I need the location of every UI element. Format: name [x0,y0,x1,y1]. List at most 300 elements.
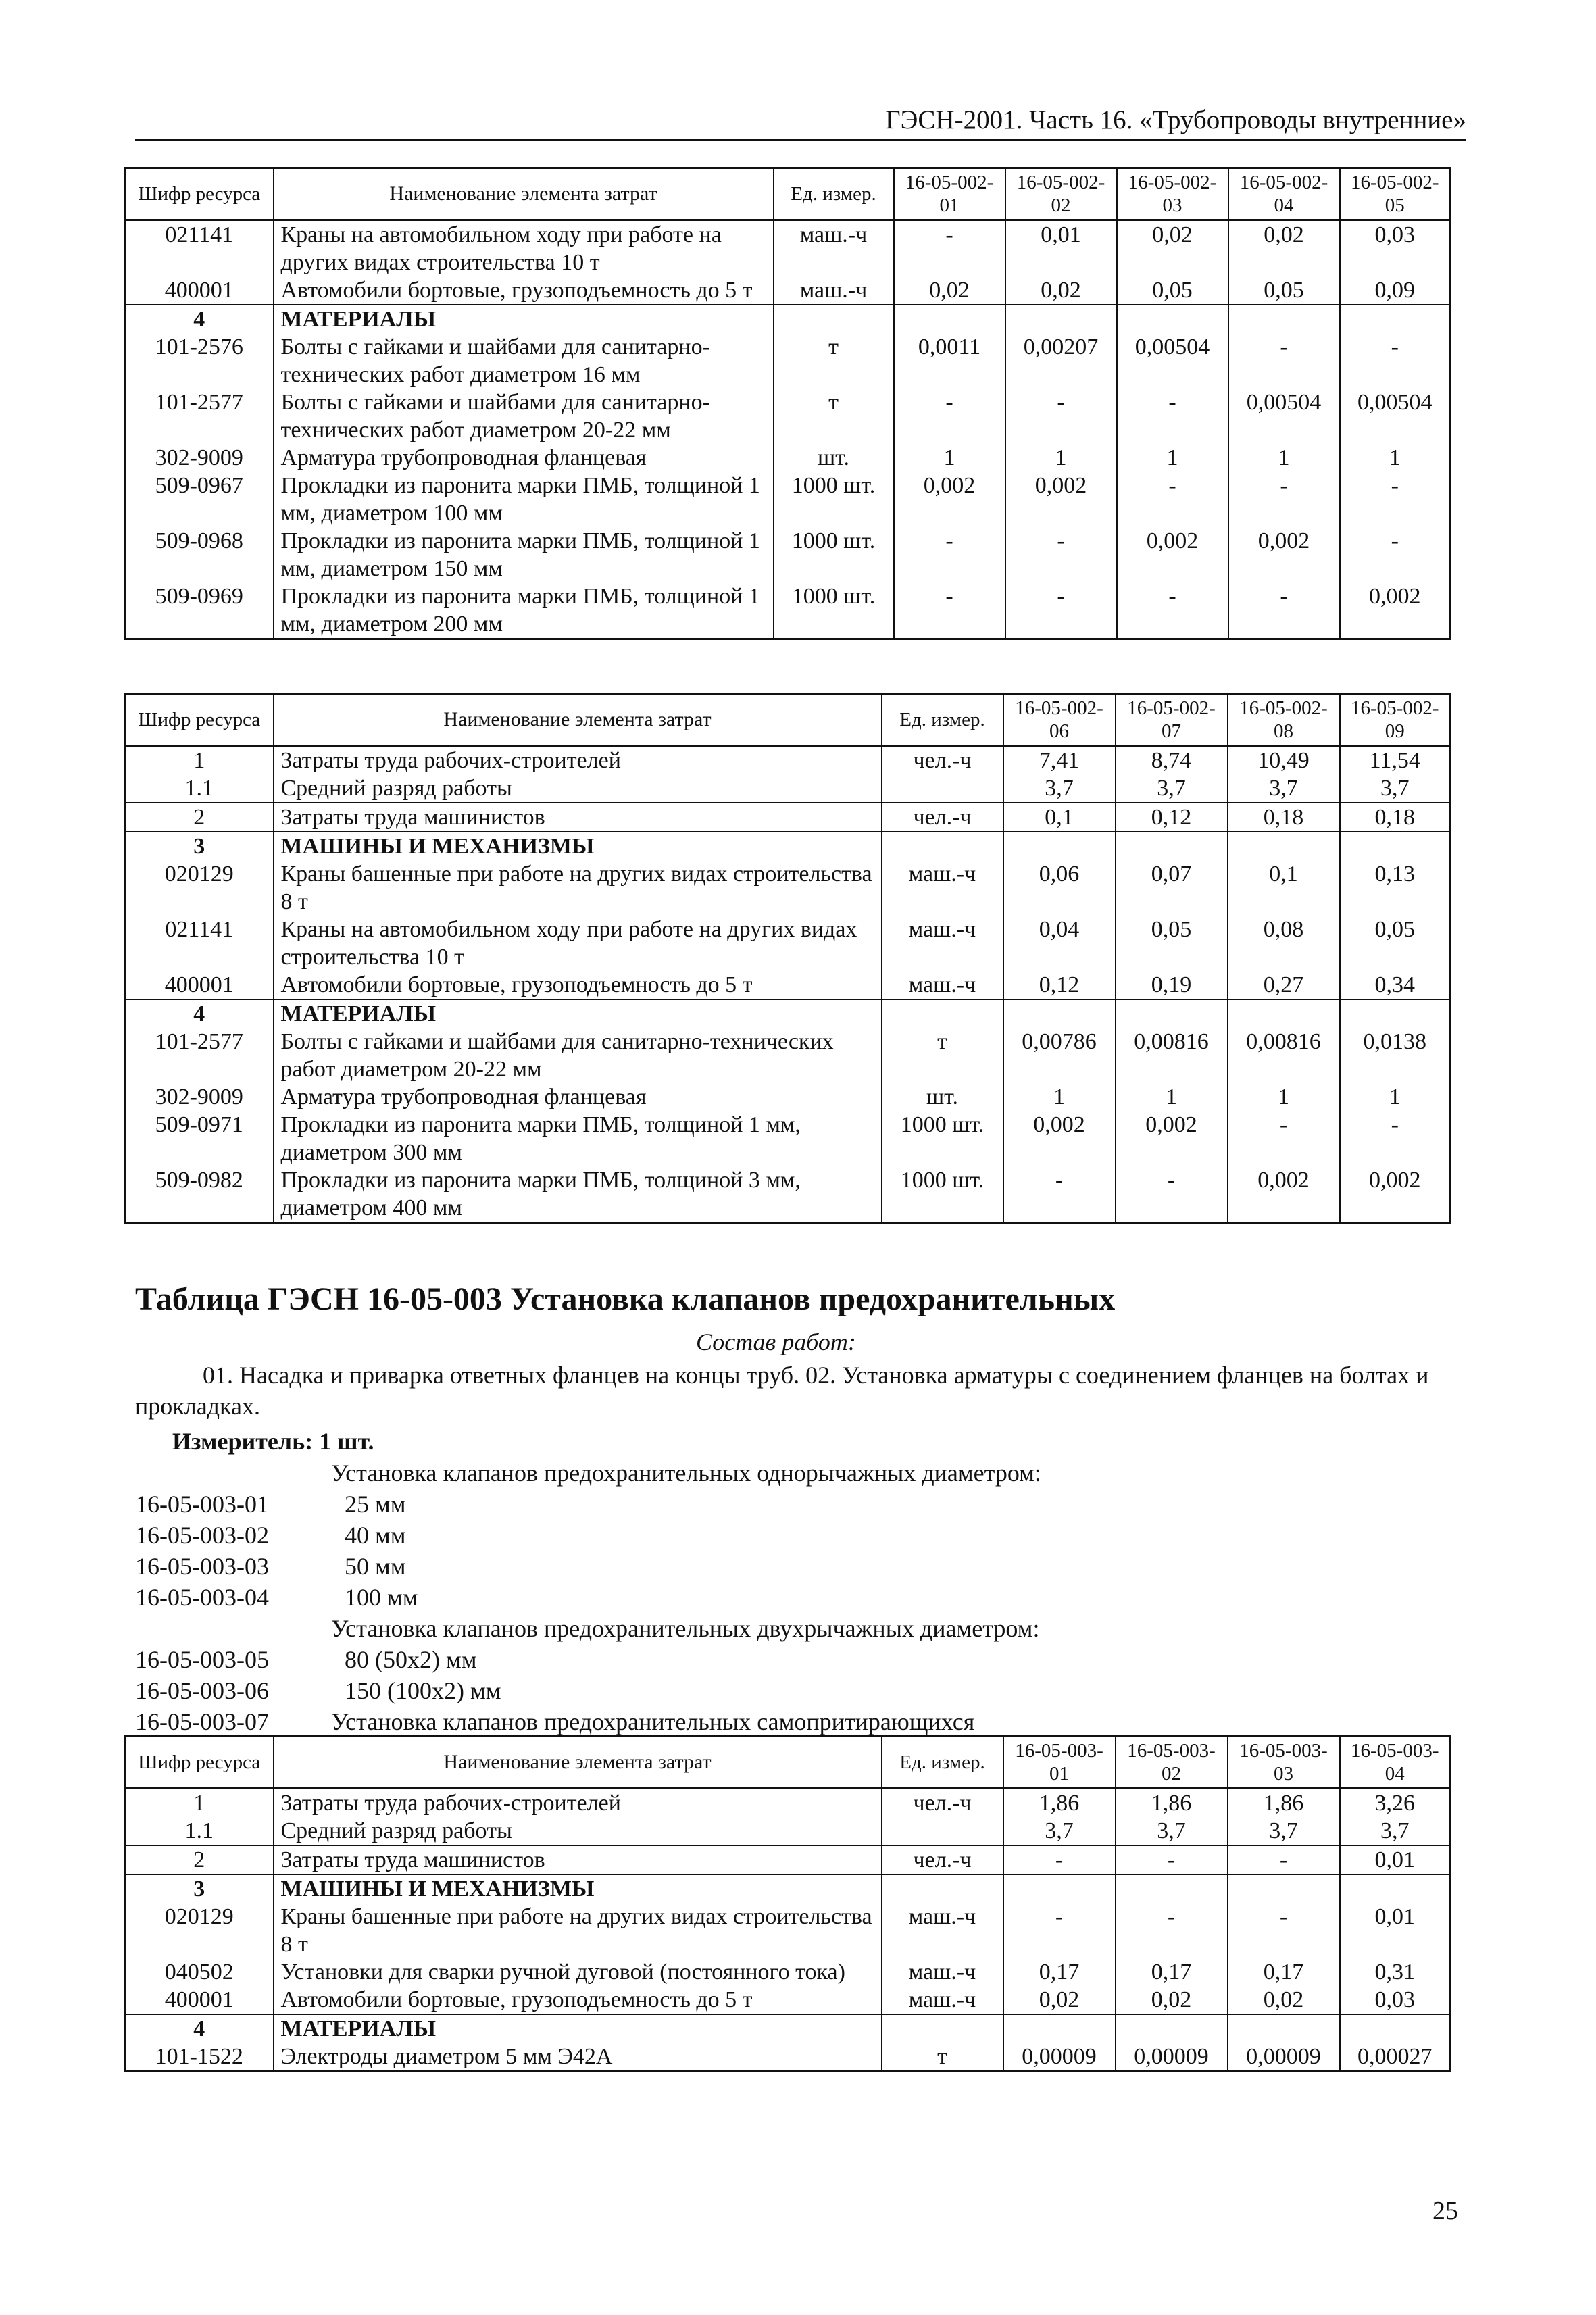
unit-cell: маш.-ч [882,916,1003,971]
resource-code: 3 [125,1874,274,1903]
value-cell: 0,17 [1003,1958,1116,1986]
value-cell: - [1116,1903,1228,1958]
column-header: 16-05-002-01 [894,168,1005,220]
section-title: Таблица ГЭСН 16-05-003 Установка клапанов предохранительных [135,1281,1116,1317]
value-cell: 0,03 [1340,220,1451,277]
column-header: 16-05-002-07 [1116,694,1228,746]
cost-element-name: Затраты труда рабочих-строителей [274,746,882,775]
value-cell: 0,00816 [1228,1028,1340,1083]
column-header: 16-05-002-04 [1228,168,1340,220]
norm-code: 16-05-003-01 [135,1491,269,1518]
unit-cell [882,1874,1003,1903]
value-cell: 0,02 [894,276,1005,305]
value-cell: 0,01 [1340,1903,1451,1958]
value-cell: - [1005,389,1117,444]
value-cell: 0,02 [1228,220,1340,277]
resource-code: 021141 [125,916,274,971]
unit-cell: 1000 шт. [774,582,894,639]
value-cell: 0,02 [1005,276,1117,305]
value-cell [1340,832,1451,860]
cost-element-name: МАТЕРИАЛЫ [274,999,882,1028]
value-cell: - [1228,1111,1340,1166]
value-cell: 10,49 [1228,746,1340,775]
table-row [125,1789,1451,1818]
value-cell: 0,05 [1228,276,1340,305]
table-row [125,2043,1451,2072]
table-body [125,220,1451,639]
works-subtitle: Состав работ: [696,1328,856,1355]
resource-code: 021141 [125,220,274,277]
unit-cell: шт. [882,1083,1003,1111]
table-row [125,527,1451,582]
value-cell [1228,305,1340,333]
resource-code: 101-1522 [125,2043,274,2072]
column-header: Наименование элемента затрат [274,1737,882,1789]
resource-code: 2 [125,803,274,832]
column-header: 16-05-002-06 [1003,694,1116,746]
works-description: 01. Насадка и приварка ответных фланцев на концы труб. 02. Установка арматуры с соединением фланцев на болтах и прокладках. [135,1362,1429,1420]
value-cell: - [1228,1845,1340,1874]
value-cell: 3,26 [1340,1789,1451,1818]
resource-code: 101-2577 [125,389,274,444]
value-cell: 0,00816 [1116,1028,1228,1083]
table-row [125,916,1451,971]
resource-code: 020129 [125,860,274,916]
value-cell [1005,305,1117,333]
value-cell: 0,002 [1340,1166,1451,1223]
value-cell [1340,2014,1451,2043]
value-cell: 0,0138 [1340,1028,1451,1083]
table-row [125,305,1451,333]
table-header [125,168,1451,220]
cost-element-name: МАТЕРИАЛЫ [274,2014,882,2043]
value-cell: 3,7 [1116,1817,1228,1845]
value-cell: 0,002 [1005,472,1117,527]
norm-text: 100 мм [345,1584,418,1611]
norm-text: 50 мм [345,1553,406,1580]
table-row [125,803,1451,832]
unit-cell: маш.-ч [882,1958,1003,1986]
resource-code: 509-0968 [125,527,274,582]
cost-element-name: МАШИНЫ И МЕХАНИЗМЫ [274,832,882,860]
resource-code: 509-0969 [125,582,274,639]
value-cell [1003,1874,1116,1903]
cost-element-name: Затраты труда машинистов [274,1845,882,1874]
column-header: Ед. измер. [774,168,894,220]
page-number: 25 [1432,2197,1458,2225]
cost-element-name: Средний разряд работы [274,1817,882,1845]
value-cell: - [894,582,1005,639]
unit-cell: т [774,389,894,444]
table-row [125,1845,1451,1874]
value-cell: - [1005,582,1117,639]
cost-element-name: Краны на автомобильном ходу при работе на других видах строительства 10 т [274,220,774,277]
value-cell: 0,01 [1005,220,1117,277]
norm-code: 16-05-003-02 [135,1522,269,1549]
value-cell: 0,03 [1340,1986,1451,2014]
column-header: Ед. измер. [882,694,1003,746]
value-cell: 0,05 [1116,916,1228,971]
table-header [125,1737,1451,1789]
value-cell: 1,86 [1003,1789,1116,1818]
table-header [125,694,1451,746]
cost-element-name: Краны на автомобильном ходу при работе на других видах строительства 10 т [274,916,882,971]
unit-cell: т [882,2043,1003,2072]
value-cell: 0,00504 [1117,333,1228,389]
resource-code: 1.1 [125,774,274,803]
value-cell: 3,7 [1228,1817,1340,1845]
norm-code: 16-05-003-04 [135,1584,269,1611]
value-cell: 1 [1005,444,1117,472]
value-cell: 0,002 [1340,582,1451,639]
value-cell [1340,1874,1451,1903]
column-header: 16-05-002-02 [1005,168,1117,220]
cost-element-name: Средний разряд работы [274,774,882,803]
value-cell: 0,02 [1228,1986,1340,2014]
cost-element-name: Арматура трубопроводная фланцевая [274,1083,882,1111]
value-cell: - [1117,389,1228,444]
value-cell: 3,7 [1003,1817,1116,1845]
table-row [125,1817,1451,1845]
value-cell: - [1340,472,1451,527]
value-cell: - [1005,527,1117,582]
value-cell: 0,06 [1003,860,1116,916]
resource-code: 1 [125,1789,274,1818]
value-cell: - [894,527,1005,582]
cost-element-name: Прокладки из паронита марки ПМБ, толщиной 1 мм, диаметром 200 мм [274,582,774,639]
value-cell: 1 [1117,444,1228,472]
unit-cell: 1000 шт. [882,1166,1003,1223]
resource-code: 040502 [125,1958,274,1986]
column-header: Шифр ресурса [125,1737,274,1789]
table-row [125,1166,1451,1223]
value-cell: - [1340,1111,1451,1166]
unit-cell [882,832,1003,860]
resource-code: 302-9009 [125,444,274,472]
table-row [125,276,1451,305]
table-row [125,832,1451,860]
value-cell [1228,2014,1340,2043]
value-cell: 0,00786 [1003,1028,1116,1083]
resource-code: 1.1 [125,1817,274,1845]
unit-cell [774,305,894,333]
resource-code: 101-2576 [125,333,274,389]
norm-code: 16-05-003-07 [135,1708,269,1735]
table-row [125,220,1451,277]
value-cell: 0,18 [1340,803,1451,832]
cost-element-name: Затраты труда рабочих-строителей [274,1789,882,1818]
table-row [125,1874,1451,1903]
cost-element-name: Болты с гайками и шайбами для санитарно-технических работ диаметром 20-22 мм [274,389,774,444]
norm-code: 16-05-003-06 [135,1677,269,1704]
value-cell: 0,01 [1340,1845,1451,1874]
value-cell: 7,41 [1003,746,1116,775]
cost-element-name: Краны башенные при работе на других видах строительства 8 т [274,1903,882,1958]
cost-element-name: Краны башенные при работе на других видах строительства 8 т [274,860,882,916]
group-heading: Установка клапанов предохранительных двухрычажных диаметром: [331,1615,1040,1642]
value-cell: 0,18 [1228,803,1340,832]
column-header: 16-05-003-01 [1003,1737,1116,1789]
group-heading: Установка клапанов предохранительных однорычажных диаметром: [331,1460,1041,1487]
norm-text: 150 (100х2) мм [345,1677,501,1704]
table-row [125,444,1451,472]
resource-code: 4 [125,2014,274,2043]
unit-cell: чел.-ч [882,746,1003,775]
norm-text: 25 мм [345,1491,406,1518]
table-row [125,1903,1451,1958]
value-cell [1116,832,1228,860]
value-cell: 1 [1116,1083,1228,1111]
column-header: 16-05-003-04 [1340,1737,1451,1789]
resource-code: 302-9009 [125,1083,274,1111]
column-header: 16-05-002-03 [1117,168,1228,220]
resource-code: 509-0982 [125,1166,274,1223]
running-header: ГЭСН-2001. Часть 16. «Трубопроводы внутренние» [135,105,1466,141]
value-cell: - [1003,1845,1116,1874]
value-cell [1003,832,1116,860]
value-cell: - [894,220,1005,277]
value-cell: - [1116,1845,1228,1874]
unit-cell: т [774,333,894,389]
table-row [125,1028,1451,1083]
value-cell: 0,34 [1340,971,1451,999]
cost-element-name: Прокладки из паронита марки ПМБ, толщиной 1 мм, диаметром 100 мм [274,472,774,527]
cost-element-name: Электроды диаметром 5 мм Э42А [274,2043,882,2072]
norm-code: 16-05-003-03 [135,1553,269,1580]
unit-cell: 1000 шт. [774,527,894,582]
value-cell [1116,999,1228,1028]
value-cell: 1,86 [1116,1789,1228,1818]
value-cell: 0,12 [1003,971,1116,999]
value-cell: - [1340,333,1451,389]
value-cell: - [1228,1903,1340,1958]
value-cell: 0,31 [1340,1958,1451,1986]
value-cell: 1 [1340,444,1451,472]
value-cell [1340,305,1451,333]
value-cell: 0,19 [1116,971,1228,999]
value-cell: 3,7 [1340,1817,1451,1845]
value-cell: - [1117,472,1228,527]
value-cell: 0,00027 [1340,2043,1451,2072]
unit-cell: чел.-ч [882,1845,1003,1874]
unit-cell: чел.-ч [882,803,1003,832]
value-cell: 0,00504 [1228,389,1340,444]
cost-element-name: Автомобили бортовые, грузоподъемность до 5 т [274,276,774,305]
value-cell: 0,00207 [1005,333,1117,389]
column-header: Шифр ресурса [125,168,274,220]
resource-code: 3 [125,832,274,860]
table-row [125,333,1451,389]
value-cell: 0,13 [1340,860,1451,916]
unit-cell: маш.-ч [882,860,1003,916]
unit-cell: шт. [774,444,894,472]
value-cell: 0,1 [1003,803,1116,832]
value-cell: 3,7 [1116,774,1228,803]
unit-cell: маш.-ч [774,220,894,277]
value-cell: - [1228,582,1340,639]
resource-code: 400001 [125,1986,274,2014]
value-cell: 0,05 [1117,276,1228,305]
unit-cell: маш.-ч [774,276,894,305]
column-header: Наименование элемента затрат [274,168,774,220]
value-cell: 1 [1228,1083,1340,1111]
cost-element-name: МАТЕРИАЛЫ [274,305,774,333]
table-row [125,472,1451,527]
table-row [125,1111,1451,1166]
value-cell: 3,7 [1340,774,1451,803]
value-cell: 0,002 [1117,527,1228,582]
value-cell: 0,12 [1116,803,1228,832]
column-header: Шифр ресурса [125,694,274,746]
value-cell: 1,86 [1228,1789,1340,1818]
unit-cell: т [882,1028,1003,1083]
cost-element-name: МАШИНЫ И МЕХАНИЗМЫ [274,1874,882,1903]
table-row [125,1986,1451,2014]
column-header: 16-05-003-03 [1228,1737,1340,1789]
norm-code: 16-05-003-05 [135,1646,269,1673]
norm-text: 40 мм [345,1522,406,1549]
value-cell: - [1117,582,1228,639]
resource-code: 1 [125,746,274,775]
value-cell: 0,00009 [1003,2043,1116,2072]
column-header: Наименование элемента затрат [274,694,882,746]
table-row [125,860,1451,916]
value-cell [1003,2014,1116,2043]
cost-element-name: Арматура трубопроводная фланцевая [274,444,774,472]
value-cell: 0,17 [1116,1958,1228,1986]
value-cell: 3,7 [1003,774,1116,803]
value-cell: 0,1 [1228,860,1340,916]
norm-text: 80 (50х2) мм [345,1646,477,1673]
value-cell: 0,02 [1003,1986,1116,2014]
cost-element-name: Установки для сварки ручной дуговой (постоянного тока) [274,1958,882,1986]
value-cell: - [1228,333,1340,389]
cost-element-name: Прокладки из паронита марки ПМБ, толщиной 3 мм, диаметром 400 мм [274,1166,882,1223]
value-cell: 0,002 [1228,1166,1340,1223]
table-row [125,774,1451,803]
value-cell: 8,74 [1116,746,1228,775]
value-cell: 1 [1340,1083,1451,1111]
value-cell: 0,002 [1116,1111,1228,1166]
unit-cell: маш.-ч [882,971,1003,999]
column-header: Ед. измер. [882,1737,1003,1789]
table-row [125,1958,1451,1986]
value-cell: 3,7 [1228,774,1340,803]
cost-element-name: Прокладки из паронита марки ПМБ, толщиной 1 мм, диаметром 300 мм [274,1111,882,1166]
cost-element-name: Прокладки из паронита марки ПМБ, толщиной 1 мм, диаметром 150 мм [274,527,774,582]
value-cell: 0,17 [1228,1958,1340,1986]
value-cell: 11,54 [1340,746,1451,775]
value-cell: - [894,389,1005,444]
unit-cell [882,774,1003,803]
resource-table-3 [124,1735,1451,2072]
column-header: 16-05-002-05 [1340,168,1451,220]
resource-table-1 [124,167,1451,640]
resource-code: 509-0967 [125,472,274,527]
value-cell [1003,999,1116,1028]
value-cell: - [1340,527,1451,582]
unit-cell [882,2014,1003,2043]
table-row [125,2014,1451,2043]
norm-text: Установка клапанов предохранительных самопритирающихся [331,1708,975,1735]
value-cell [1340,999,1451,1028]
value-cell [1117,305,1228,333]
table-row [125,746,1451,775]
unit-cell: маш.-ч [882,1903,1003,1958]
value-cell: 0,0011 [894,333,1005,389]
unit-cell: чел.-ч [882,1789,1003,1818]
resource-table-2 [124,693,1451,1224]
resource-code: 400001 [125,971,274,999]
value-cell: 0,02 [1116,1986,1228,2014]
value-cell [1116,1874,1228,1903]
value-cell [1228,1874,1340,1903]
table-body [125,746,1451,1223]
column-header: 16-05-003-02 [1116,1737,1228,1789]
table-row [125,1083,1451,1111]
table-row [125,971,1451,999]
resource-code: 2 [125,1845,274,1874]
column-header: 16-05-002-09 [1340,694,1451,746]
column-header: 16-05-002-08 [1228,694,1340,746]
unit-cell [882,1817,1003,1845]
table-row [125,389,1451,444]
value-cell: 0,00009 [1228,2043,1340,2072]
unit-cell [882,999,1003,1028]
value-cell: - [1003,1166,1116,1223]
value-cell: - [1228,472,1340,527]
resource-code: 4 [125,999,274,1028]
value-cell: 0,04 [1003,916,1116,971]
value-cell: 0,02 [1117,220,1228,277]
cost-element-name: Автомобили бортовые, грузоподъемность до 5 т [274,1986,882,2014]
value-cell: 0,00504 [1340,389,1451,444]
unit-cell: 1000 шт. [774,472,894,527]
table-row [125,999,1451,1028]
value-cell [1228,999,1340,1028]
table-body [125,1789,1451,2072]
resource-code: 4 [125,305,274,333]
value-cell: 0,09 [1340,276,1451,305]
cost-element-name: Автомобили бортовые, грузоподъемность до 5 т [274,971,882,999]
unit-cell: маш.-ч [882,1986,1003,2014]
value-cell: 0,07 [1116,860,1228,916]
value-cell: 0,05 [1340,916,1451,971]
resource-code: 509-0971 [125,1111,274,1166]
value-cell: 0,002 [894,472,1005,527]
value-cell [1228,832,1340,860]
value-cell: 1 [1228,444,1340,472]
unit-cell: 1000 шт. [882,1111,1003,1166]
cost-element-name: Затраты труда машинистов [274,803,882,832]
resource-code: 400001 [125,276,274,305]
table-row [125,582,1451,639]
unit-of-measure: Измеритель: 1 шт. [172,1428,374,1455]
value-cell: 0,08 [1228,916,1340,971]
value-cell: 0,002 [1228,527,1340,582]
resource-code: 020129 [125,1903,274,1958]
value-cell: 1 [1003,1083,1116,1111]
value-cell: - [1116,1166,1228,1223]
value-cell: - [1003,1903,1116,1958]
resource-code: 101-2577 [125,1028,274,1083]
value-cell: 0,27 [1228,971,1340,999]
value-cell [894,305,1005,333]
value-cell [1116,2014,1228,2043]
value-cell: 0,002 [1003,1111,1116,1166]
value-cell: 0,00009 [1116,2043,1228,2072]
value-cell: 1 [894,444,1005,472]
